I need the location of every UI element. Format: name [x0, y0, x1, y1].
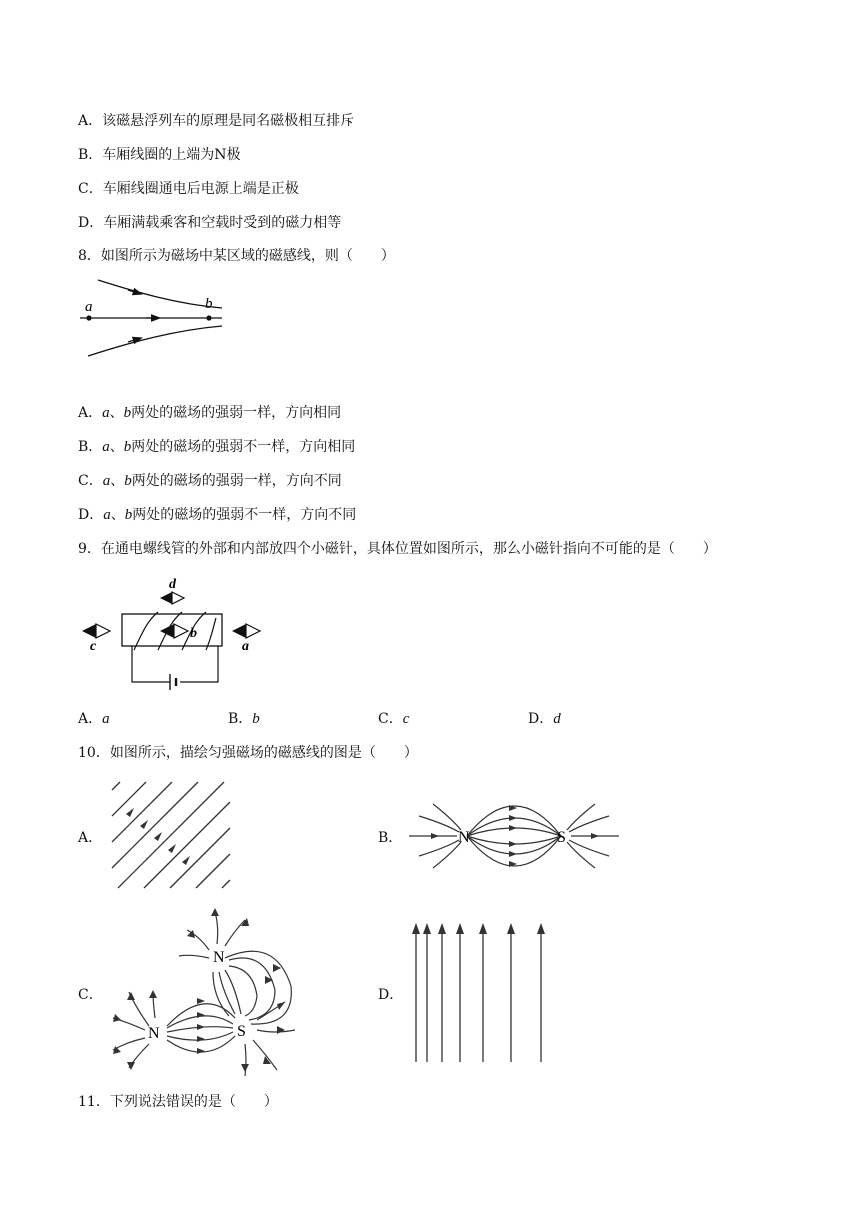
q10-stem: 10．如图所示，描绘匀强磁场的磁感线的图是（ ） — [78, 745, 418, 761]
q9-label-a: a — [242, 639, 249, 654]
q9-label-d: d — [169, 577, 176, 592]
q9-option-d: D．d — [528, 711, 561, 727]
q10-c-label-n-top: N — [213, 949, 225, 966]
q11-stem: 11．下列说法错误的是（ ） — [78, 1094, 278, 1110]
q9-label-c: c — [90, 639, 97, 654]
q9-compass-d — [160, 592, 184, 604]
q8-lower-line — [88, 326, 222, 356]
q10-b-label-n: N — [458, 829, 470, 846]
q7-option-b: B．车厢线圈的上端为N极 — [78, 147, 241, 163]
q8-option-a: A．a、b两处的磁场的强弱一样，方向相同 — [78, 405, 342, 421]
q8-option-d: D．a、b两处的磁场的强弱不一样，方向不同 — [78, 507, 357, 523]
q10-figure-b-bar-magnets — [405, 786, 625, 886]
q8-stem: 8．如图所示为磁场中某区域的磁感线，则（ ） — [78, 248, 395, 264]
q10-figure-a-diagonal-lines — [108, 780, 238, 892]
q10-option-b-label: B． — [378, 830, 403, 846]
q10-c-label-s: S — [237, 1023, 246, 1040]
q10-figure-c-three-poles — [105, 906, 305, 1078]
q9-compass-c — [82, 624, 110, 638]
q7-option-c: C．车厢线圈通电后电源上端是正极 — [78, 181, 299, 197]
q9-option-c: C．c — [378, 711, 410, 727]
q8-field-lines-figure — [76, 278, 226, 360]
q10-option-a-label: A． — [78, 830, 103, 846]
q8-point-b — [206, 315, 211, 320]
q7-option-a: A．该磁悬浮列车的原理是同名磁极相互排斥 — [78, 113, 355, 129]
q9-solenoid-figure — [76, 574, 266, 692]
q10-b-label-s: S — [557, 829, 566, 846]
q8-option-b: B．a、b两处的磁场的强弱不一样，方向相同 — [78, 439, 356, 455]
q9-option-a: A．a — [78, 711, 110, 727]
q9-label-b: b — [190, 626, 197, 641]
q9-stem: 9．在通电螺线管的外部和内部放四个小磁针，具体位置如图所示，那么小磁针指向不可能的是（ ） — [78, 541, 717, 557]
q10-option-c-label: C． — [78, 987, 103, 1003]
q9-option-b: B．b — [228, 711, 260, 727]
q9-compass-a — [232, 624, 260, 638]
q8-upper-line — [98, 280, 222, 308]
q8-option-c: C．a、b两处的磁场的强弱一样，方向不同 — [78, 473, 342, 489]
q8-label-b: b — [205, 296, 213, 312]
q7-option-d: D．车厢满载乘客和空载时受到的磁力相等 — [78, 215, 342, 231]
q8-point-a — [86, 315, 91, 320]
q10-c-label-n-left: N — [148, 1025, 160, 1042]
q10-figure-d-parallel-lines — [405, 920, 555, 1064]
q10-option-d-label: D． — [378, 987, 404, 1003]
q8-label-a: a — [85, 299, 93, 315]
